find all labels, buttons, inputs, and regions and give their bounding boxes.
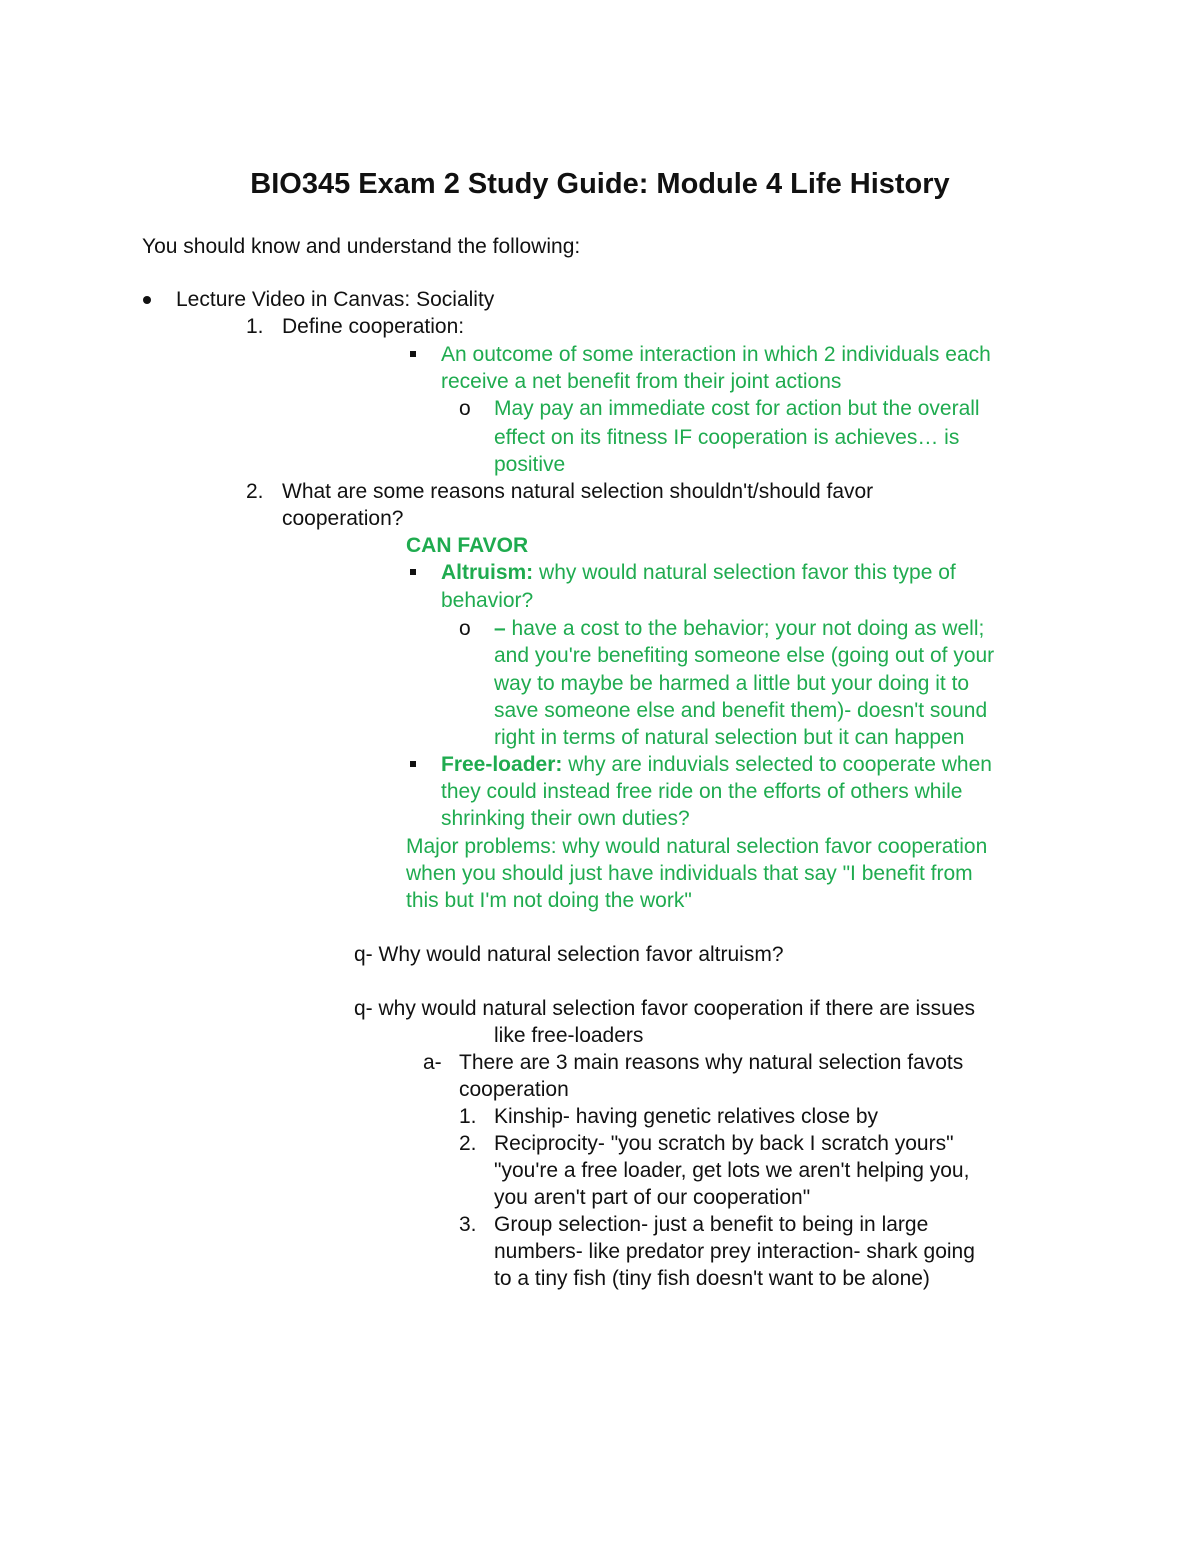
square-bullet-icon bbox=[410, 351, 416, 357]
lecture-item: Lecture Video in Canvas: Sociality bbox=[176, 288, 495, 311]
reason-group-selection: to a tiny fish (tiny fish doesn't want to be alone) bbox=[494, 1267, 930, 1290]
q1-answer-line: receive a net benefit from their joint actions bbox=[441, 370, 842, 393]
freeloader-text: why are induvials selected to cooperate when bbox=[568, 753, 992, 776]
answer-marker: a- bbox=[423, 1051, 442, 1074]
altruism-label: Altruism: bbox=[441, 561, 534, 584]
freeloader-line: they could instead free ride on the efforts of others while bbox=[441, 780, 963, 803]
q2-line: cooperation? bbox=[282, 507, 404, 530]
q1-sub-line: effect on its fitness IF cooperation is achieves… is bbox=[494, 426, 960, 449]
page-title: BIO345 Exam 2 Study Guide: Module 4 Life History bbox=[250, 168, 950, 200]
q1-sub-line: May pay an immediate cost for action but the overall bbox=[494, 397, 980, 420]
answer-line: cooperation bbox=[459, 1078, 569, 1101]
reason-kinship: Kinship- having genetic relatives close by bbox=[494, 1105, 879, 1128]
q1-answer-line: An outcome of some interaction in which 2 individuals each bbox=[441, 343, 991, 366]
freeloader-line: shrinking their own duties? bbox=[441, 807, 690, 830]
cooperation-question-line: like free-loaders bbox=[494, 1024, 644, 1047]
altruism-sub-marker: o bbox=[459, 617, 471, 640]
major-problems-line: this but I'm not doing the work" bbox=[406, 889, 692, 912]
reason-marker: 3. bbox=[459, 1213, 477, 1236]
q1-sub-line: positive bbox=[494, 453, 566, 476]
q2-marker: 2. bbox=[246, 480, 264, 503]
intro-text: You should know and understand the following: bbox=[142, 235, 581, 258]
reason-group-selection: numbers- like predator prey interaction- shark going bbox=[494, 1240, 975, 1263]
altruism-question: q- Why would natural selection favor altruism? bbox=[354, 943, 784, 966]
altruism-sub-text: have a cost to the behavior; your not doing as well; bbox=[511, 617, 985, 640]
altruism-sub-line: way to maybe be harmed a little but your doing it to bbox=[494, 672, 970, 695]
can-favor-heading: CAN FAVOR bbox=[406, 534, 529, 557]
bullet-disc-icon bbox=[143, 296, 151, 304]
square-bullet-icon bbox=[410, 569, 416, 575]
major-problems-line: when you should just have individuals that say "I benefit from bbox=[406, 862, 973, 885]
reason-group-selection: Group selection- just a benefit to being in large bbox=[494, 1213, 929, 1236]
altruism-text: why would natural selection favor this type of bbox=[539, 561, 956, 584]
reason-marker: 2. bbox=[459, 1132, 477, 1155]
reason-reciprocity: Reciprocity- "you scratch by back I scratch yours" bbox=[494, 1132, 954, 1155]
q1-marker: 1. bbox=[246, 315, 264, 338]
q1-text: Define cooperation: bbox=[282, 315, 465, 338]
major-problems-line: Major problems: why would natural selection favor cooperation bbox=[406, 835, 988, 858]
cooperation-question-line: q- why would natural selection favor cooperation if there are issues bbox=[354, 997, 975, 1020]
altruism-line bbox=[441, 559, 956, 586]
freeloader-label: Free-loader: bbox=[441, 753, 563, 776]
altruism-line: behavior? bbox=[441, 589, 534, 612]
answer-line: There are 3 main reasons why natural selection favots bbox=[459, 1051, 964, 1074]
altruism-sub-line: save someone else and benefit them)- doesn't sound bbox=[494, 699, 988, 722]
reason-reciprocity: you aren't part of our cooperation" bbox=[494, 1186, 811, 1209]
dash-mark: – bbox=[494, 617, 506, 640]
freeloader-line bbox=[441, 751, 992, 778]
reason-reciprocity: "you're a free loader, get lots we aren't helping you, bbox=[494, 1159, 970, 1182]
square-bullet-icon bbox=[410, 761, 416, 767]
altruism-sub-line: and you're benefiting someone else (going out of your bbox=[494, 644, 995, 667]
q1-sub-marker: o bbox=[459, 397, 471, 420]
altruism-sub-line: right in terms of natural selection but it can happen bbox=[494, 726, 965, 749]
altruism-sub-line bbox=[494, 615, 984, 642]
q2-line: What are some reasons natural selection shouldn't/should favor bbox=[282, 480, 874, 503]
reason-marker: 1. bbox=[459, 1105, 477, 1128]
